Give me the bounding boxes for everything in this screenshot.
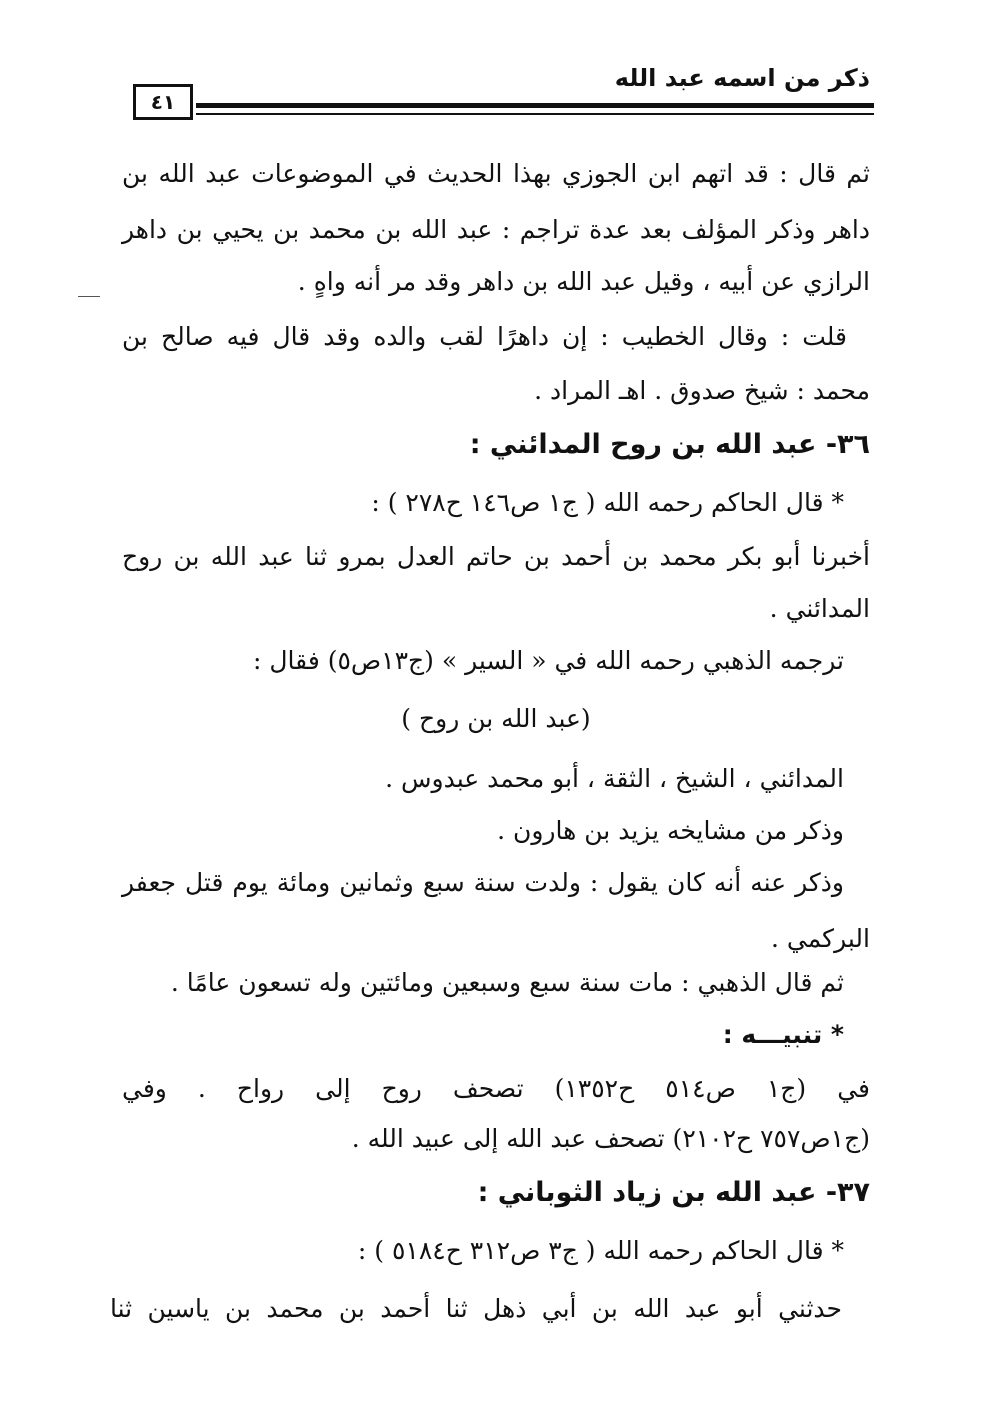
text-line: المدائني . bbox=[769, 594, 870, 623]
header-rule-thin bbox=[196, 113, 874, 115]
text-line: أخبرنا أبو بكر محمد بن أحمد بن حاتم العدل بمرو ثنا عبد الله بن روح bbox=[122, 542, 870, 571]
text-line: البركمي . bbox=[771, 924, 870, 953]
header-rule-thick bbox=[196, 103, 874, 108]
text-line: حدثني أبو عبد الله بن أبي ذهل ثنا أحمد بن محمد بن ياسين ثنا bbox=[110, 1294, 842, 1323]
text-line: محمد : شيخ صدوق . اهـ المراد . bbox=[534, 376, 870, 405]
running-title: ذكر من اسمه عبد الله bbox=[614, 64, 870, 92]
section-heading-36: ٣٦- عبد الله بن روح المدائني : bbox=[469, 429, 870, 460]
text-line: داهر وذكر المؤلف بعد عدة تراجم : عبد الله بن محمد بن يحيي بن داهر bbox=[122, 215, 870, 244]
text-line: قلت : وقال الخطيب : إن داهرًا لقب والده وقد قال فيه صالح بن bbox=[122, 322, 847, 351]
text-line: في (ج١ ص٥١٤ ح١٣٥٢) تصحف روح إلى رواح . وفي bbox=[122, 1074, 870, 1103]
text-line: الرازي عن أبيه ، وقيل عبد الله بن داهر وقد مر أنه واهٍ . bbox=[297, 267, 870, 296]
text-line: المدائني ، الشيخ ، الثقة ، أبو محمد عبدوس . bbox=[385, 764, 844, 793]
page-number: ٤١ bbox=[133, 84, 193, 120]
text-line: * قال الحاكم رحمه الله ( ج١ ص١٤٦ ح٢٧٨ ) : bbox=[371, 488, 844, 517]
text-line: * قال الحاكم رحمه الله ( ج٣ ص٣١٢ ح٥١٨٤ ) : bbox=[357, 1236, 844, 1265]
text-line: وذكر من مشايخه يزيد بن هارون . bbox=[497, 816, 844, 845]
text-line: (ج١ص٧٥٧ ح٢١٠٢) تصحف عبد الله إلى عبيد الله . bbox=[351, 1124, 870, 1153]
note-heading: * تنبيـــه : bbox=[722, 1020, 844, 1049]
text-line: ترجمه الذهبي رحمه الله في « السير » (ج١٣ص٥) فقال : bbox=[253, 646, 844, 675]
text-line: ثم قال الذهبي : مات سنة سبع وسبعين ومائتين وله تسعون عامًا . bbox=[170, 968, 844, 997]
text-line: وذكر عنه أنه كان يقول : ولدت سنة سبع وثمانين ومائة يوم قتل جعفر bbox=[122, 868, 844, 897]
section-heading-37: ٣٧- عبد الله بن زياد الثوباني : bbox=[477, 1177, 870, 1208]
margin-mark bbox=[78, 296, 100, 297]
text-line: ثم قال : قد اتهم ابن الجوزي بهذا الحديث في الموضوعات عبد الله بن bbox=[122, 159, 870, 188]
text-line-centered: (عبد الله بن روح ) bbox=[401, 704, 591, 733]
